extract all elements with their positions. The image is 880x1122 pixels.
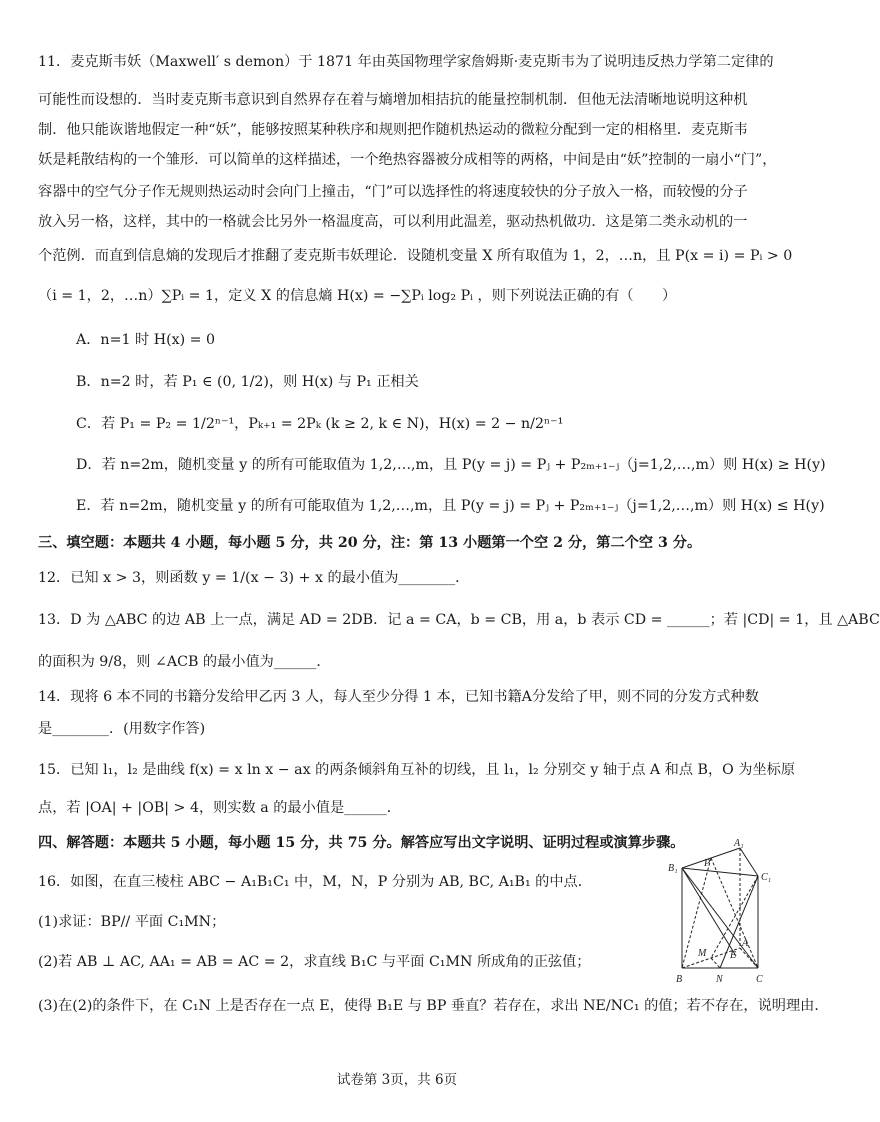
label-b1: B₁ (668, 863, 678, 874)
q11-line-7: 个范例．而直到信息熵的发现后才推翻了麦克斯韦妖理论．设随机变量 X 所有取值为 1，2，…n，且 P(x = i) = Pᵢ > 0 (38, 248, 793, 264)
q11-option-b: B．n=2 时，若 P₁ ∈ (0, 1/2)，则 H(x) 与 P₁ 正相关 (76, 374, 419, 390)
label-c: C (756, 974, 763, 985)
q15-line-2: 点，若 |OA| + |OB| > 4，则实数 a 的最小值是______． (38, 800, 401, 816)
q11-option-a: A．n=1 时 H(x) = 0 (76, 332, 216, 348)
label-a1: A₁ (734, 838, 744, 849)
edge-a1-c1 (740, 848, 758, 876)
q11-line-5: 容器中的空气分子作无规则热运动时会向门上撞击，“门”可以选择性的将速度较快的分子放入一格，而较慢的分子 (38, 184, 748, 200)
line-b1-e (682, 868, 736, 956)
q11-option-c: C．若 P₁ = P₂ = 1/2ⁿ⁻¹，Pₖ₊₁ = 2Pₖ (k ≥ 2, k ∈ N)，H(x) = 2 − n/2ⁿ⁻¹ (76, 416, 564, 432)
q11-line-3: 制．他只能诙谐地假定一种“妖”，能够按照某种秩序和规则把作随机热运动的微粒分配到一定的相格里．麦克斯韦 (38, 122, 748, 138)
q11-option-e: E．若 n=2m，随机变量 y 的所有可能取值为 1,2,…,m，且 P(y = j) = Pⱼ + P₂ₘ₊₁₋ⱼ（j=1,2,…,m）则 H(x) ≤ H(y) (76, 498, 825, 514)
q11-option-d: D．若 n=2m，随机变量 y 的所有可能取值为 1,2,…,m，且 P(y = j) = Pⱼ + P₂ₘ₊₁₋ⱼ（j=1,2,…,m）则 H(x) ≥ H(y) (76, 457, 826, 473)
label-a: A (742, 938, 749, 949)
q14-line-2: 是________．(用数字作答) (38, 721, 206, 737)
page-footer: 试卷第 3页，共 6页 (336, 1072, 458, 1088)
line-c1-n (720, 876, 758, 968)
q13-line-2: 的面积为 9/8，则 ∠ACB 的最小值为______． (38, 654, 331, 670)
q11-line-4: 妖是耗散结构的一个雏形．可以简单的这样描述，一个绝热容器被分成相等的两格，中间是由“妖”控制的一扇小“门”， (38, 152, 777, 168)
label-p: P (704, 858, 711, 869)
label-c1: C₁ (761, 872, 772, 883)
q13-line-1: 13．D 为 △ABC 的边 AB 上一点，满足 AD = 2DB．记 a = CA，b = CB，用 a，b 表示 CD = ______；若 |CD| = 1，且 △ABC (38, 612, 880, 628)
section-3-heading: 三、填空题：本题共 4 小题，每小题 5 分，共 20 分，注：第 13 小题第一个空 2 分，第二个空 3 分。 (38, 535, 702, 551)
q16-line-2: (1)求证：BP// 平面 C₁MN； (38, 914, 226, 930)
section-4-heading: 四、解答题：本题共 5 小题，每小题 15 分，共 75 分。解答应写出文字说明、证明过程或演算步骤。 (38, 835, 685, 851)
q11-line-2: 可能性而设想的．当时麦克斯韦意识到自然界存在着与熵增加相拮抗的能量控制机制．但他无法清晰地说明这种机 (38, 92, 748, 108)
line-c1-m (711, 876, 758, 958)
q11-line-8: （i = 1，2，…n）∑Pᵢ = 1，定义 X 的信息熵 H(x) = −∑Pᵢ log₂ Pᵢ ，则下列说法正确的有（ ） (38, 288, 677, 304)
q11-line-1: 11．麦克斯韦妖（Maxwell′ s demon）于 1871 年由英国物理学家詹姆斯·麦克斯韦为了说明违反热力学第二定律的 (38, 54, 774, 70)
line-b1-c (682, 868, 758, 968)
q15-line-1: 15．已知 l₁，l₂ 是曲线 f(x) = x ln x − ax 的两条倾斜角互补的切线，且 l₁，l₂ 分别交 y 轴于点 A 和点 B，O 为坐标原 (38, 762, 796, 778)
label-m: M (698, 948, 707, 959)
label-e: E (730, 950, 737, 961)
label-n: N (716, 974, 723, 985)
q11-line-6: 放入另一格，这样，其中的一格就会比另外一格温度高，可以利用此温差，驱动热机做功．这是第二类永动机的一 (38, 214, 748, 230)
line-m-n (711, 958, 720, 968)
q16-line-4: (3)在(2)的条件下，在 C₁N 上是否存在一点 E，使得 B₁E 与 BP 垂直？若存在，求出 NE/NC₁ 的值；若不存在，说明理由． (38, 998, 829, 1014)
q16-line-1: 16．如图，在直三棱柱 ABC − A₁B₁C₁ 中，M，N，P 分别为 AB, BC, A₁B₁ 的中点． (38, 874, 592, 890)
label-b: B (676, 974, 683, 985)
q12: 12．已知 x > 3，则函数 y = 1/(x − 3) + x 的最小值为________． (38, 570, 470, 586)
prism-figure (668, 838, 780, 988)
edge-b1-c1 (682, 868, 758, 876)
q16-line-3: (2)若 AB ⊥ AC, AA₁ = AB = AC = 2，求直线 B₁C 与平面 C₁MN 所成角的正弦值； (38, 954, 591, 970)
q14-line-1: 14．现将 6 本不同的书籍分发给甲乙丙 3 人，每人至少分得 1 本，已知书籍A分发给了甲，则不同的分发方式种数 (38, 689, 759, 705)
